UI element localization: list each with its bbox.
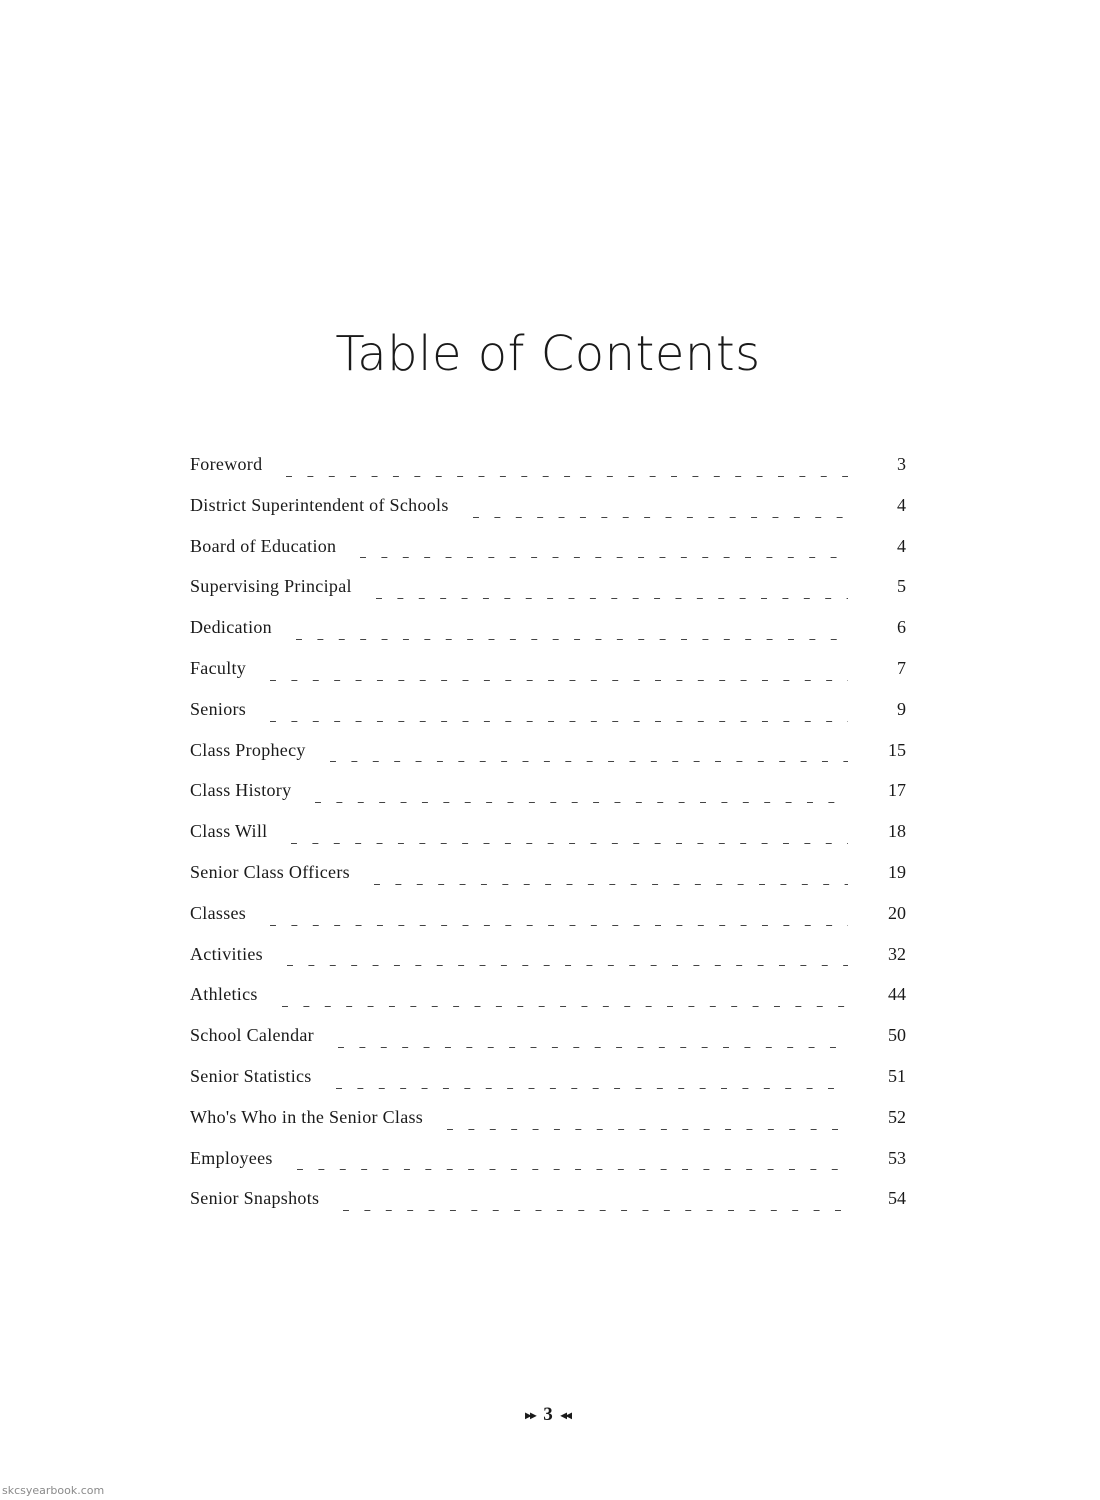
toc-entry-label: District Superintendent of Schools — [190, 494, 449, 515]
toc-entry-label: Supervising Principal — [190, 576, 352, 597]
toc-entry-page: 44 — [888, 984, 906, 1005]
toc-entry-label: Activities — [190, 943, 263, 964]
toc-entry-label: Dedication — [190, 617, 272, 638]
toc-entry-page: 20 — [888, 902, 906, 923]
toc-entry-label: Foreword — [190, 454, 263, 474]
toc-entry — [190, 903, 906, 944]
toc-entry-page: 5 — [897, 576, 906, 597]
toc-entry — [190, 1066, 906, 1107]
toc-entry — [190, 658, 906, 699]
toc-entry — [190, 1107, 906, 1148]
toc-entry — [190, 862, 906, 903]
toc-entry-page: 6 — [897, 617, 906, 638]
toc-dot-leader — [270, 925, 848, 926]
toc-dot-leader — [282, 1006, 848, 1007]
toc-dot-leader — [338, 1047, 848, 1048]
toc-entry-page: 32 — [888, 943, 906, 964]
toc-entry-label: Who's Who in the Senior Class — [190, 1106, 424, 1127]
toc-dot-leader — [343, 1210, 848, 1211]
toc-entry-page: 51 — [888, 1065, 906, 1086]
page-title: Table of Contents — [335, 326, 761, 382]
toc-dot-leader — [374, 884, 848, 885]
folio-page-number: 3 — [543, 1404, 553, 1425]
toc-dot-leader — [447, 1129, 848, 1130]
toc-entry-page: 4 — [897, 494, 906, 515]
toc-entry-page: 15 — [888, 739, 906, 760]
toc-entry — [190, 821, 906, 862]
toc-entry — [190, 1025, 906, 1066]
toc-entry-label: Seniors — [190, 698, 247, 719]
toc-entry — [190, 617, 906, 658]
toc-entry-label: Class History — [190, 780, 292, 801]
toc-dot-leader — [296, 639, 848, 640]
toc-entry-page: 4 — [897, 535, 906, 556]
toc-dot-leader — [297, 1169, 848, 1170]
page-folio — [0, 1404, 1096, 1426]
toc-entry-label: Classes — [190, 902, 247, 923]
toc-entry-page: 52 — [888, 1106, 906, 1127]
toc-entry-label: Senior Class Officers — [190, 861, 350, 882]
toc-dot-leader — [287, 965, 848, 966]
toc-entry-label: Class Will — [190, 821, 268, 842]
toc-dot-leader — [473, 517, 848, 518]
toc-entry-label: Employees — [190, 1147, 273, 1168]
toc-dot-leader — [286, 476, 848, 477]
toc-entry — [190, 780, 906, 821]
toc-entry-page: 7 — [897, 657, 906, 678]
toc-entry — [190, 944, 906, 985]
toc-entry-label: School Calendar — [190, 1025, 314, 1046]
toc-entry — [190, 576, 906, 617]
toc-entry-label: Faculty — [190, 657, 247, 678]
toc-entry — [190, 984, 906, 1025]
folio-ornament-right: ◂◂ — [560, 1408, 571, 1423]
toc-entry-page: 9 — [897, 698, 906, 719]
toc-entry — [190, 740, 906, 781]
toc-dot-leader — [360, 557, 848, 558]
toc-entry-page: 54 — [888, 1188, 906, 1209]
toc-entry-page: 18 — [888, 821, 906, 842]
toc-dot-leader — [291, 843, 848, 844]
toc-entry — [190, 495, 906, 536]
toc-entry-page: 19 — [888, 861, 906, 882]
toc-dot-leader — [336, 1088, 848, 1089]
toc-entry-page: 17 — [888, 780, 906, 801]
folio-ornament-left: ▸▸ — [525, 1408, 536, 1423]
table-of-contents — [190, 454, 906, 1229]
toc-entry — [190, 699, 906, 740]
toc-dot-leader — [376, 598, 848, 599]
toc-dot-leader — [270, 721, 848, 722]
toc-entry-label: Senior Snapshots — [190, 1188, 320, 1209]
toc-entry-page: 3 — [897, 454, 906, 474]
toc-entry-page: 53 — [888, 1147, 906, 1168]
toc-dot-leader — [315, 802, 848, 803]
toc-entry-label: Athletics — [190, 984, 258, 1005]
toc-entry-page: 50 — [888, 1025, 906, 1046]
toc-dot-leader — [270, 680, 848, 681]
site-watermark: skcsyearbook.com — [2, 1484, 105, 1497]
toc-entry-label: Senior Statistics — [190, 1065, 312, 1086]
toc-entry-label: Class Prophecy — [190, 739, 306, 760]
toc-entry — [190, 454, 906, 495]
toc-entry — [190, 1188, 906, 1229]
toc-entry — [190, 536, 906, 577]
toc-entry-label: Board of Education — [190, 535, 337, 556]
toc-dot-leader — [330, 761, 848, 762]
toc-entry — [190, 1148, 906, 1189]
